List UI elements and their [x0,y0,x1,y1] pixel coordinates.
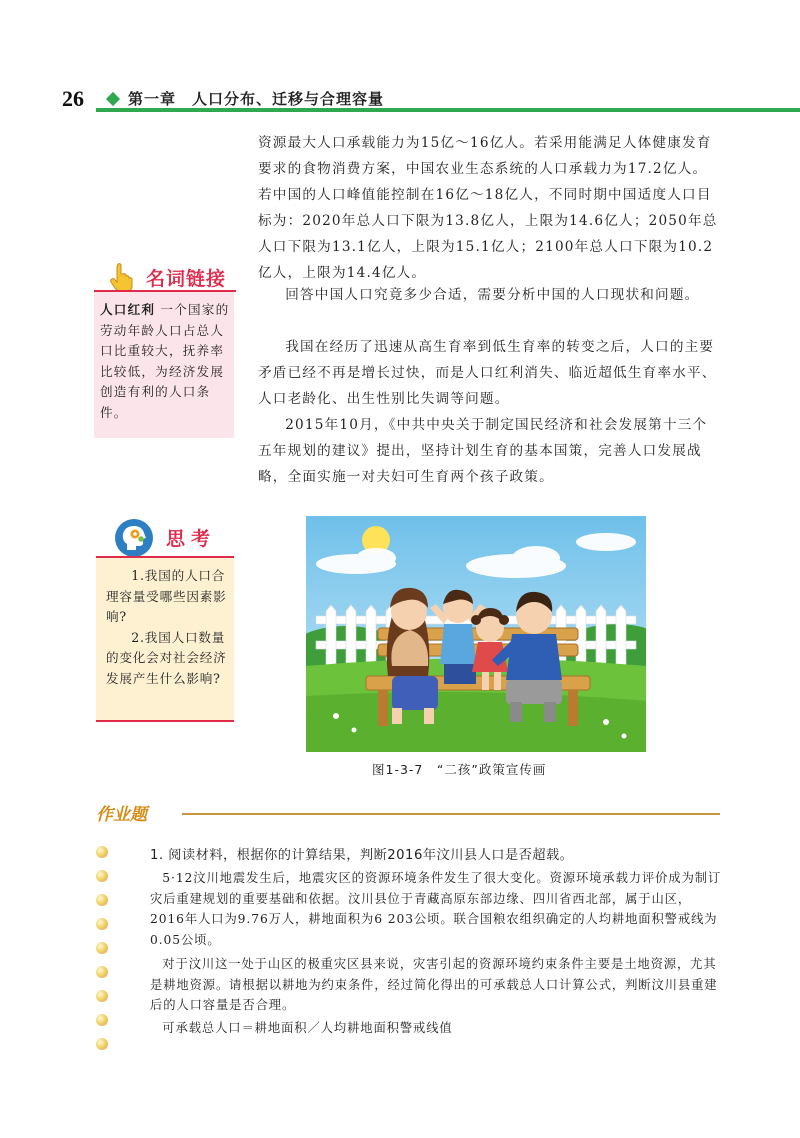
homework-rule [182,813,720,815]
figure-caption: 图1-3-7 “二孩”政策宣传画 [372,762,547,777]
homework-title: 作业题 [96,805,147,825]
homework-question-1: 1. 阅读材料，根据你的计算结果，判断2016年汶川县人口是否超载。 [150,848,574,863]
two-child-policy-illustration [306,516,646,752]
term-link-title: 名词链接 [146,268,227,290]
think-rule-bottom [96,720,234,722]
homework-formula [150,1018,722,1039]
body-paragraph-1 [258,130,720,286]
think-question: 2.我国人口数量的变化会对社会经济发展产生什么影响? [106,629,227,686]
think-title: 思考 [166,528,217,550]
term-link-content [100,300,230,423]
homework-material-1 [150,868,722,950]
think-questions [106,566,228,689]
bullet-icon [96,918,108,930]
bullet-icon [96,942,108,954]
bullet-icon [96,990,108,1002]
bullet-icon [96,870,108,882]
paragraph-text: 我国在经历了迅速从高生育率到低生育率的转变之后，人口的主要矛盾已经不再是增长过快，而是人口红利消失、临近超低生育率水平、人口老龄化、出生性别比失调等问题。 [258,339,717,407]
formula-text: 可承载总人口＝耕地面积／人均耕地面积警戒线值 [162,1021,453,1035]
pointing-hand-icon [108,262,138,290]
bullet-icon [96,846,108,858]
body-paragraph-4 [258,412,720,490]
material-text: 对于汶川这一处于山区的极重灾区县来说，灾害引起的资源环境约束条件主要是土地资源，尤其是耕地资源。请根据以耕地为约束条件，经过简化得出的可承载总人口计算公式，判断汶川县重建后的人口容量是否合理。 [150,957,718,1012]
bullet-icon [96,966,108,978]
paragraph-text: 2015年10月，《中共中央关于制定国民经济和社会发展第十三个五年规划的建议》提出，坚持计划生育的基本国策，完善人口发展战略，全面实施一对夫妇可生育两个孩子政策。 [258,417,708,485]
chapter-title: 第一章 人口分布、迁移与合理容量 [128,90,385,108]
term-name: 人口红利 [100,302,156,317]
homework-material-2 [150,954,722,1016]
bullet-icon [96,1014,108,1026]
term-definition: 一个国家的劳动年龄人口占总人口比重较大，抚养率比较低，为经济发展创造有利的人口条件。 [100,302,230,420]
material-text: 5·12汶川地震发生后，地震灾区的资源环境条件发生了很大变化。资源环境承载力评价成为制订灾后重建规划的重要基础和依据。汶川县位于青藏高原东部边缘、四川省西北部，属于山区，2016年人口为9.76万人，耕地面积为6 203公顷。联合国粮农组织确定的人均耕地面积警戒线为0.05公顷。 [150,871,722,947]
page-number: 26 [62,86,84,111]
paragraph-text: 回答中国人口究竟多少合适，需要分析中国的人口现状和问题。 [285,287,700,303]
bullet-icon [96,894,108,906]
body-paragraph-2 [258,282,720,308]
bullet-icon [96,1038,108,1050]
head-gear-icon [114,518,154,558]
think-question: 1.我国的人口合理容量受哪些因素影响? [106,568,227,624]
body-paragraph-3 [258,334,720,412]
paragraph-text: 资源最大人口承载能力为15亿～16亿人。若采用能满足人体健康发育要求的食物消费方案，中国农业生态系统的人口承载力为17.2亿人。若中国的人口峰值能控制在16亿～18亿人，不同时期中国适度人口目标为：2020年总人口下限为13.8亿人，上限为14.6亿人；2050年总人口下限为13.1亿人，上限为15.1亿人；2100年总人口下限为10.2亿人，上限为14.4亿人。 [258,135,718,281]
header-rule [96,108,800,112]
diamond-icon [106,92,120,106]
